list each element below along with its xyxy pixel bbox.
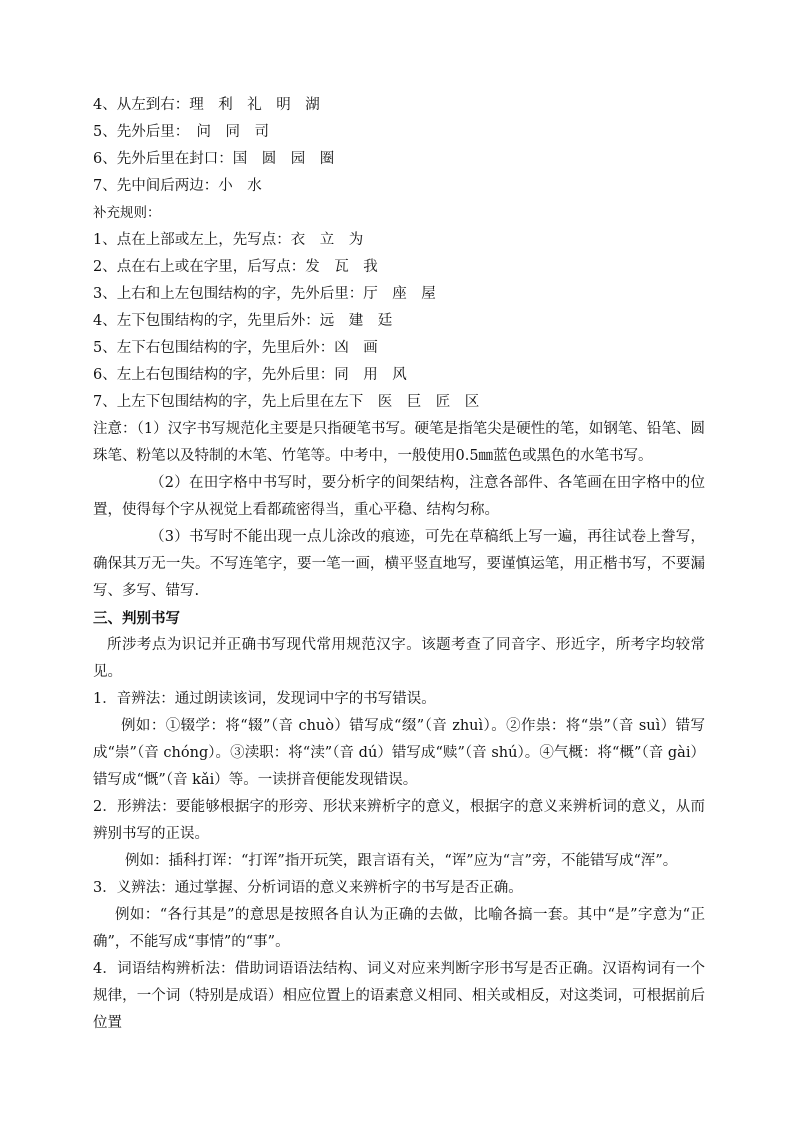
method-4-title: 4．词语结构辨析法：借助词语语法结构、词义对应来判断字形书写是否正确。汉语构词有一个规律，一个词（特别是成语）相应位置上的语素意义相同、相关或相反，对这类词，可根据前后位置	[93, 961, 705, 1031]
supplement-item: 6、左上右包围结构的字，先外后里：同 用 风	[93, 367, 407, 383]
note-2: （2）在田字格中书写时，要分析字的间架结构，注意各部件、各笔画在田字格中的位置，使得每个字从视觉上看都疏密得当，重心平稳、结构匀称。	[93, 475, 705, 518]
supplement-item: 7、上左下包围结构的字，先上后里在左下 医 巨 匠 区	[93, 394, 480, 410]
method-3-title: 3．义辨法：通过掌握、分析词语的意义来辨析字的书写是否正确。	[93, 880, 523, 896]
method-1-title: 1．音辨法：通过朗读该词，发现词中字的书写错误。	[93, 691, 436, 707]
rule-line: 4、从左到右：理 利 礼 明 湖	[93, 97, 320, 113]
supplement-item: 1、点在上部或左上，先写点：衣 立 为	[93, 232, 364, 248]
supplement-heading: 补充规则：	[93, 205, 161, 221]
supplement-item: 2、点在右上或在字里，后写点：发 瓦 我	[93, 259, 378, 275]
section-intro: 所涉考点为识记并正确书写现代常用规范汉字。该题考查了同音字、形近字，所考字均较常见。	[93, 637, 705, 680]
section-heading: 三、判别书写	[93, 610, 180, 627]
note-3: （3）书写时不能出现一点儿涂改的痕迹，可先在草稿纸上写一遍，再往试卷上誊写，确保其万无一失。不写连笔字，要一笔一画，横平竖直地写，要谨慎运笔，用正楷书写，不要漏写、多写、错写.	[93, 529, 705, 599]
method-3-example: 例如：“各行其是”的意思是按照各自认为正确的去做，比喻各搞一套。其中“是”字意为“正确”，不能写成“事情”的“事”。	[93, 907, 705, 950]
rule-line: 6、先外后里在封口：国 圆 园 圈	[93, 151, 335, 167]
method-2-title: 2．形辨法：要能够根据字的形旁、形状来辨析字的意义，根据字的意义来辨析词的意义，从而辨别书写的正误。	[93, 799, 705, 842]
supplement-item: 3、上右和上左包围结构的字，先外后里：厅 座 屋	[93, 286, 436, 302]
note-1: 注意：（1）汉字书写规范化主要是只指硬笔书写。硬笔是指笔尖是硬性的笔，如钢笔、铅笔、圆珠笔、粉笔以及特制的木笔、竹笔等。中考中，一般使用0.5㎜蓝色或黑色的水笔书写。	[93, 421, 705, 464]
rule-line: 5、先外后里： 问 同 司	[93, 124, 269, 140]
method-1-example: 例如：①辍学：将“辍”（音 chuò）错写成“缀”（音 zhuì）。②作祟：将“祟”（音 suì）错写成“崇”（音 chóng）。③渎职：将“渎”（音 dú）错写成“赎”（音 shú）。④气概：将“概”（音 gài）错写成“慨”（音 kǎi）等。一读拼音便能发现错误。	[93, 718, 705, 788]
method-2-example: 例如：插科打诨：“打诨”指开玩笑，跟言语有关，“诨”应为“言”旁，不能错写成“浑”。	[125, 853, 678, 869]
supplement-item: 4、左下包围结构的字，先里后外：远 建 廷	[93, 313, 393, 329]
rule-line: 7、先中间后两边：小 水	[93, 178, 262, 194]
document-body	[93, 92, 705, 1037]
supplement-item: 5、左下右包围结构的字，先里后外：凶 画	[93, 340, 378, 356]
